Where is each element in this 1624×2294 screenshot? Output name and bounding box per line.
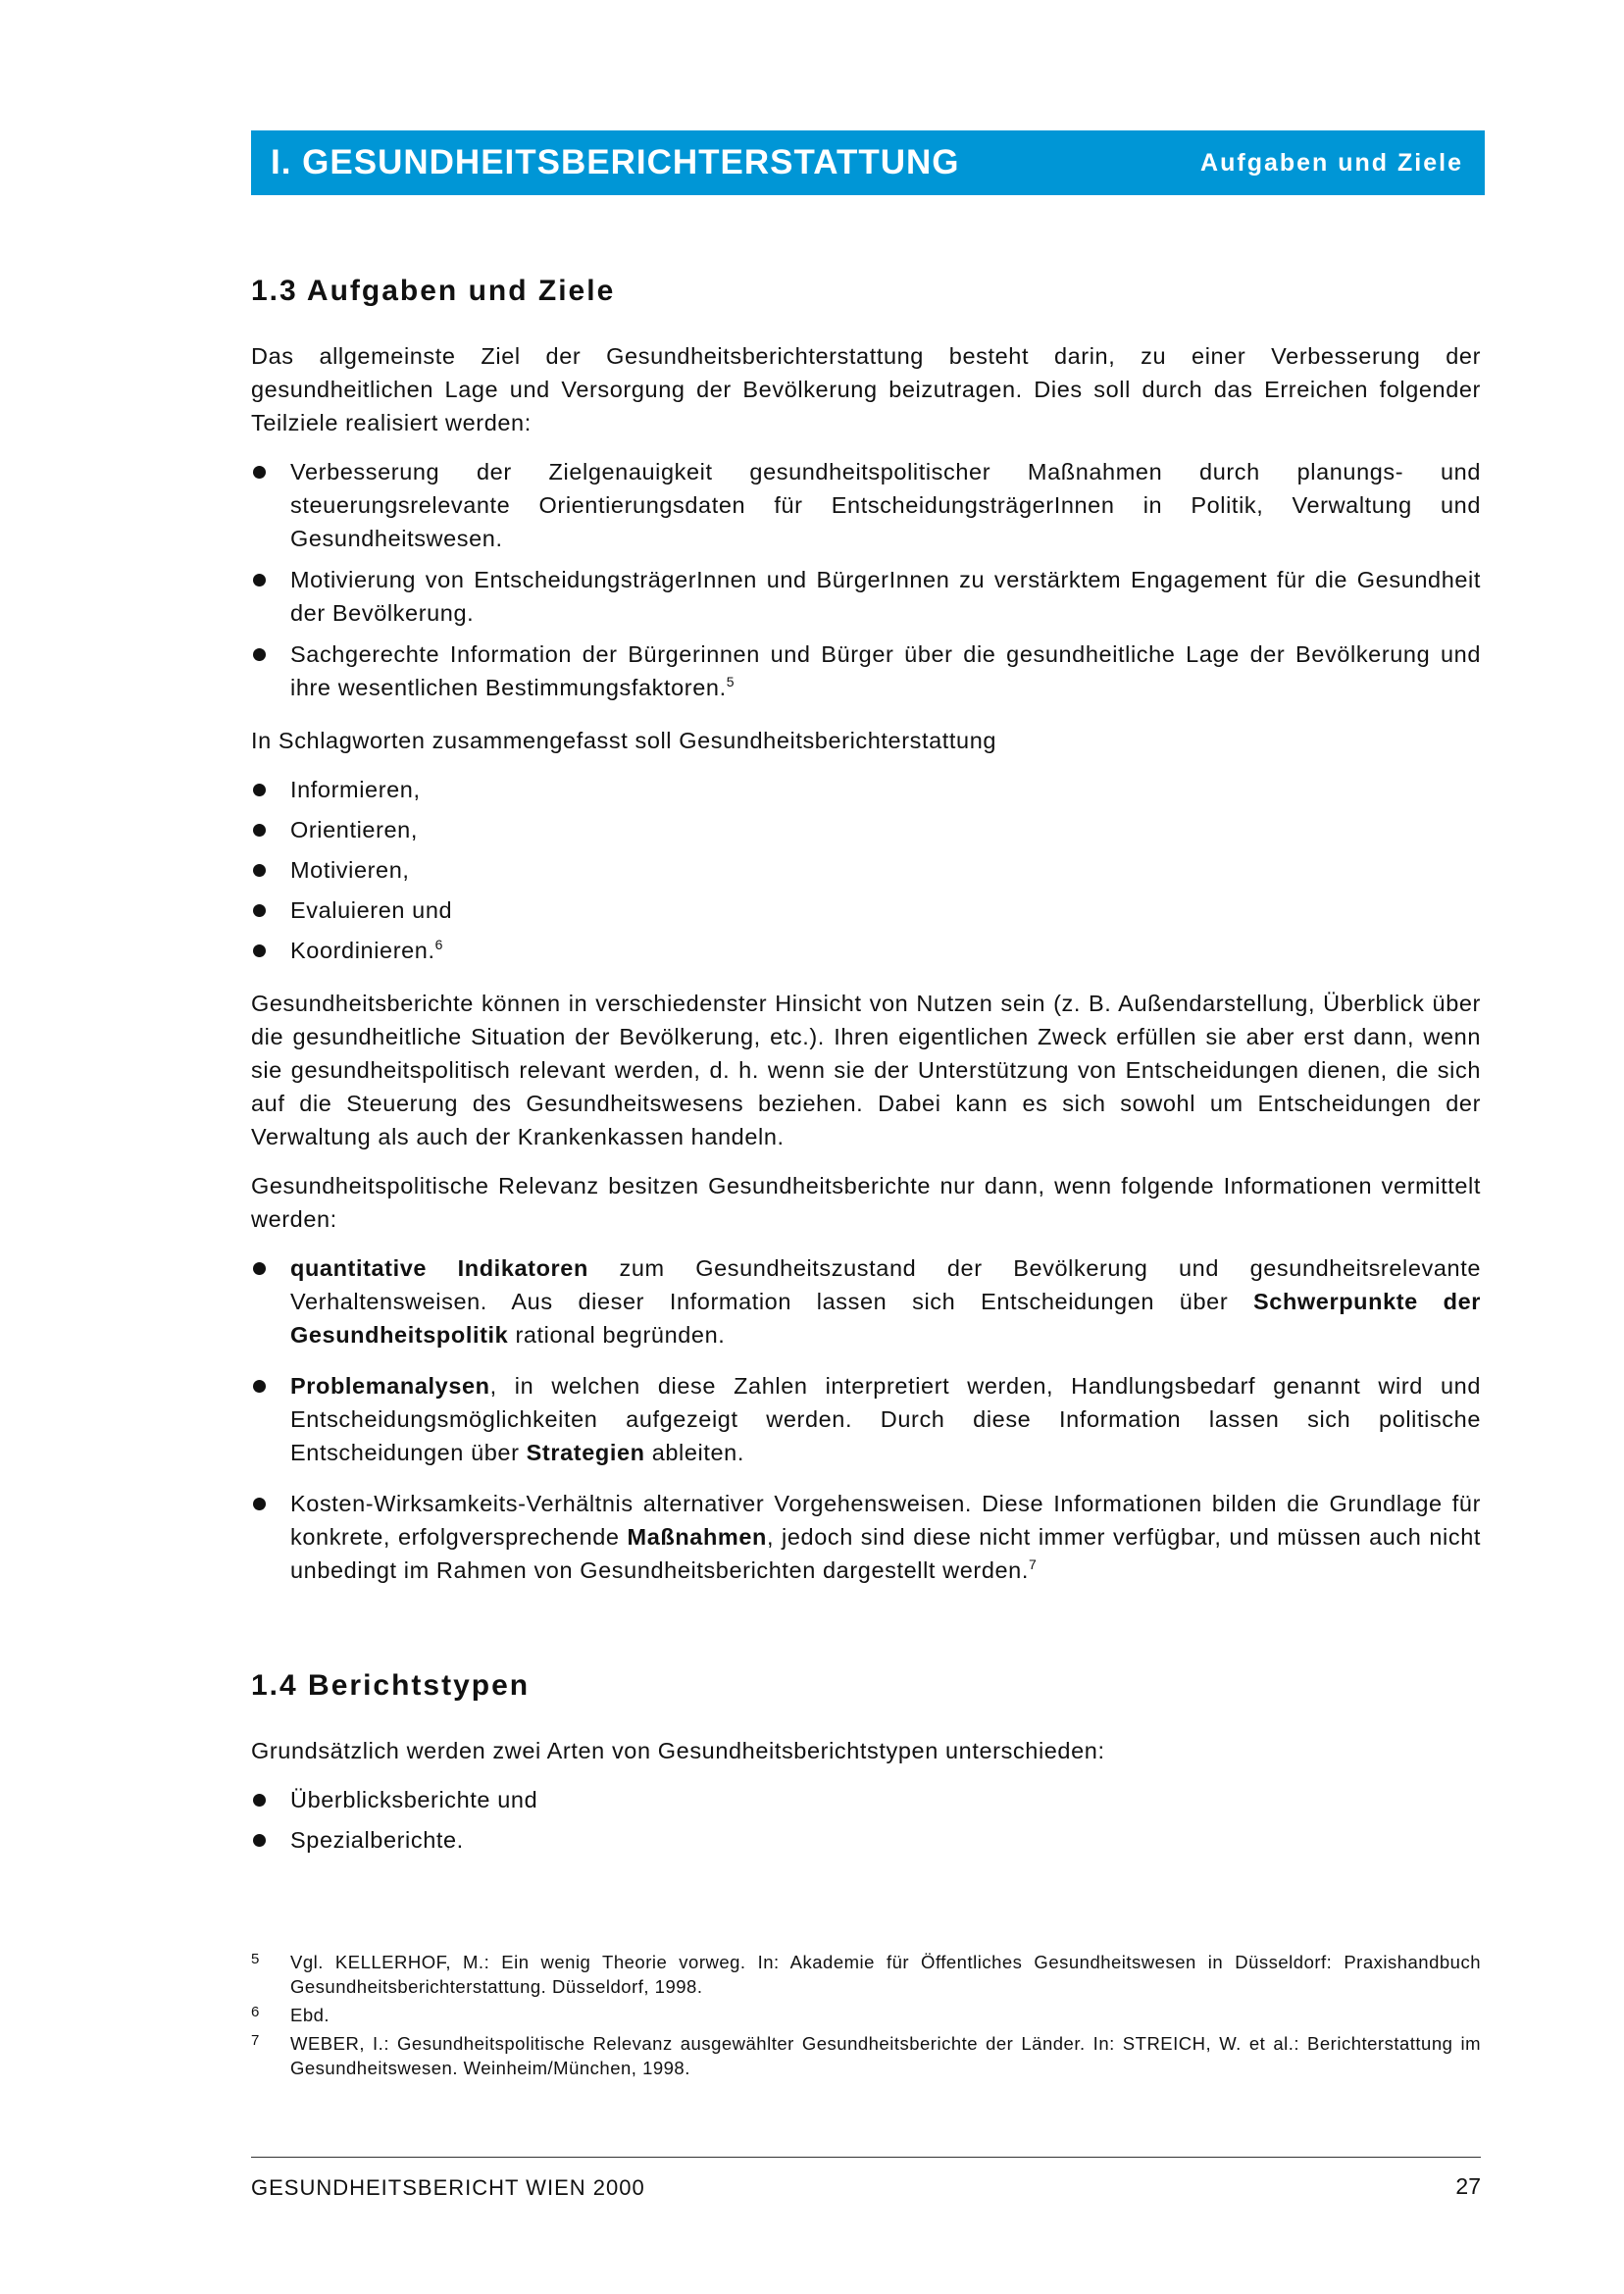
section-heading-1-4: 1.4 Berichtstypen [251,1669,531,1702]
emphasis-text: Strategien [526,1440,645,1465]
keywords-intro: In Schlagworten zusammengefasst soll Gesundheitsberichterstattung [251,728,997,753]
section-label: Aufgaben und Ziele [1200,148,1463,177]
list-item-text: Orientieren, [290,817,418,842]
footnote-number: 5 [251,1951,260,1967]
section-heading-1-3: 1.3 Aufgaben und Ziele [251,275,616,307]
list-item [251,1823,1481,1857]
list-item [251,1251,1481,1351]
chapter-title: I. GESUNDHEITSBERICHTERSTATTUNG [271,143,960,181]
list-item [251,1369,1481,1469]
list-item-text: ableiten. [644,1440,744,1465]
list-item-text: Kosten-Wirksamkeits-Verhältnis alternativer Vorgehensweisen. Diese Informationen bilden die Grundlage für konkrete, erfolgversprechende [290,1491,1481,1550]
chapter-header-bar [251,130,1485,195]
bullet-icon [253,1380,266,1393]
bullet-icon [253,864,266,877]
bullet-icon [253,648,266,661]
list-item [251,563,1481,630]
emphasis-text: Maßnahmen [627,1524,768,1550]
bullet-icon [253,1262,266,1275]
footer-publication: GESUNDHEITSBERICHT WIEN 2000 [251,2175,645,2200]
relevance-paragraph: Gesundheitspolitische Relevanz besitzen Gesundheitsberichte nur dann, wenn folgende Informationen vermittelt werden: [251,1173,1481,1232]
list-item-text: Motivieren, [290,857,410,883]
list-item [251,1783,1481,1816]
relevance-list [251,1251,1481,1587]
bullet-icon [253,784,266,796]
list-item-text: rational begründen. [508,1322,726,1348]
footnote-text: Ebd. [290,2005,330,2025]
footnotes [251,1950,1481,2084]
bullet-icon [253,574,266,586]
list-item [251,637,1481,704]
list-item-text: Sachgerechte Information der Bürgerinnen und Bürger über die gesundheitliche Lage der Bevölkerung und ihre wesentlichen Bestimmungsfaktoren. [290,641,1481,700]
keywords-list [251,773,1481,967]
footnote-number: 6 [251,2004,260,2020]
page-content [251,265,1481,1876]
list-item-text: zum Gesundheitszustand der Bevölkerung und gesundheitsrelevante Verhaltensweisen. Aus dieser Information lassen sich Entscheidungen über [290,1255,1481,1314]
footer-divider [251,2157,1481,2158]
footnote-ref: 7 [1028,1556,1038,1573]
list-item-text: Verbesserung der Zielgenauigkeit gesundheitspolitischer Maßnahmen durch planungs- und steuerungsrelevante Orientierungsdaten für EntscheidungsträgerInnen in Politik, Verwaltung und Gesundheitswesen. [290,459,1481,551]
footnote-text: Vgl. KELLERHOF, M.: Ein wenig Theorie vorweg. In: Akademie für Öffentliches Gesundheitswesen in Düsseldorf: Praxishandbuch Gesundheitsberichterstattung. Düsseldorf, 1998. [290,1952,1481,1997]
footnote-ref: 6 [434,937,443,953]
bullet-icon [253,824,266,837]
bullet-icon [253,904,266,917]
list-item-text: Spezialberichte. [290,1827,464,1853]
benefits-paragraph: Gesundheitsberichte können in verschiedenster Hinsicht von Nutzen sein (z. B. Außendarstellung, Überblick über die gesundheitliche Situation der Bevölkerung, etc.). Ihren eigentlichen Zweck erfüllen sie aber erst dann, wenn sie gesundheitspolitisch relevant werden, d. h. wenn sie der Unterstützung von Entscheidungen dienen, die sich auf die Steuerung des Gesundheitswesens beziehen. Dabei kann es sich sowohl um Entscheidungen der Verwaltung als auch der Krankenkassen handeln. [251,991,1481,1149]
types-intro: Grundsätzlich werden zwei Arten von Gesundheitsberichtstypen unterschieden: [251,1738,1105,1763]
intro-paragraph: Das allgemeinste Ziel der Gesundheitsberichterstattung besteht darin, zu einer Verbesserung der gesundheitlichen Lage und Versorgung der Bevölkerung beizutragen. Dies soll durch das Erreichen folgender Teilziele realisiert werden: [251,343,1481,435]
list-item-text: Überblicksberichte und [290,1787,538,1812]
list-item-text: Informieren, [290,777,421,802]
bullet-icon [253,1794,266,1807]
list-item [251,773,1481,806]
emphasis-text: quantitative Indikatoren [290,1255,588,1281]
footnote [251,2031,1481,2080]
page-number: 27 [1455,2173,1481,2199]
list-item [251,455,1481,555]
bullet-icon [253,466,266,479]
goals-list [251,455,1481,704]
list-item-text: Evaluieren und [290,897,453,923]
list-item [251,893,1481,927]
list-item [251,1487,1481,1587]
list-item [251,934,1481,967]
footnote [251,2003,1481,2027]
footnote [251,1950,1481,1999]
bullet-icon [253,944,266,957]
footnote-text: WEBER, I.: Gesundheitspolitische Relevanz ausgewählter Gesundheitsberichte der Länder. In: STREICH, W. et al.: Berichterstattung im Gesundheitswesen. Weinheim/München, 1998. [290,2033,1481,2078]
bullet-icon [253,1498,266,1510]
emphasis-text: Schwerpunkte der Gesundheitspolitik [290,1289,1482,1348]
list-item-text: Koordinieren. [290,938,435,963]
bullet-icon [253,1834,266,1847]
list-item-text: Motivierung von EntscheidungsträgerInnen und BürgerInnen zu verstärktem Engagement für die Gesundheit der Bevölkerung. [290,567,1481,626]
footnote-ref: 5 [726,674,736,690]
footnote-number: 7 [251,2032,260,2049]
list-item-text: , in welchen diese Zahlen interpretiert werden, Handlungsbedarf genannt wird und Entscheidungsmöglichkeiten aufgezeigt werden. Durch diese Information lassen sich politische Entscheidungen über [290,1373,1481,1465]
list-item [251,813,1481,846]
emphasis-text: Problemanalysen [290,1373,490,1399]
list-item-text: , jedoch sind diese nicht immer verfügbar, und müssen auch nicht unbedingt im Rahmen von Gesundheitsberichten dargestellt werden. [290,1524,1481,1583]
types-list [251,1783,1481,1857]
list-item [251,853,1481,887]
